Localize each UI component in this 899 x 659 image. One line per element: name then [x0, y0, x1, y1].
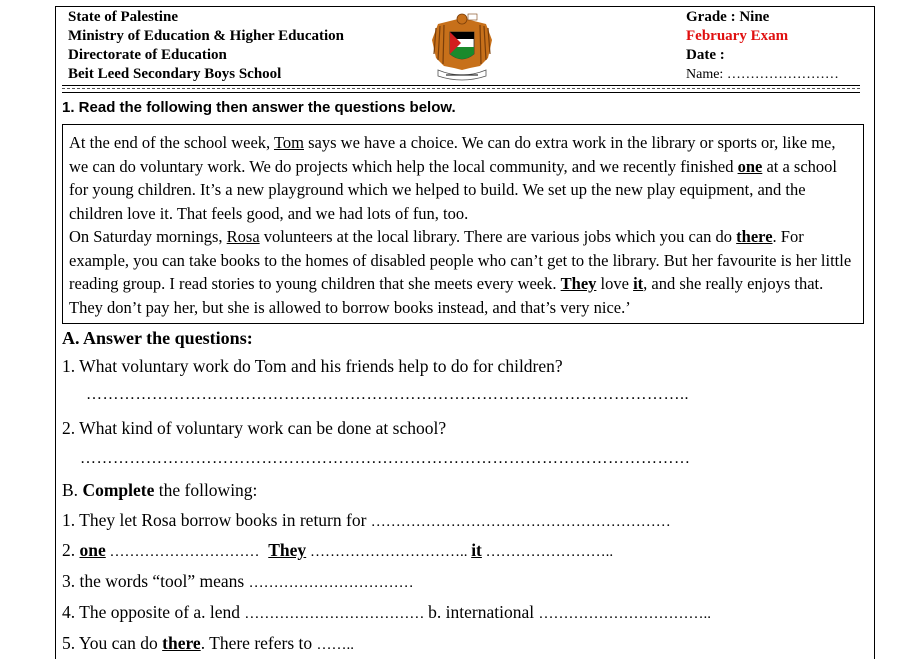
item-2-one: one [79, 540, 106, 560]
item-2-number: 2. [62, 540, 80, 560]
section-b-item-2 [62, 540, 613, 561]
section-a-title: A. Answer the questions: [62, 328, 253, 348]
header-left [68, 8, 344, 84]
date-label: Date : [686, 47, 725, 63]
item-1-answer[interactable]: …………………………………………………… [370, 514, 671, 530]
passage-rosa: Rosa [226, 227, 260, 246]
section-a-question-1: 1. What voluntary work do Tom and his friends help to do for children? [62, 356, 563, 376]
header-ministry: Ministry of Education & Higher Education [68, 28, 344, 44]
item-3-answer[interactable]: …………………………… [248, 575, 414, 591]
question-1-heading: 1. Read the following then answer the questions below. [62, 99, 456, 116]
passage-one: one [737, 156, 763, 176]
item-4-answer-international[interactable]: …………………………….. [538, 606, 711, 622]
item-5-text-2: . There refers to [200, 633, 317, 653]
passage-text: says we have a choice. We can do extra work in the library or sports or, like me, we can do voluntary work. We do projects which help the local community, and we recently finished [69, 133, 836, 176]
passage-there: there [736, 227, 773, 246]
item-5-there: there [162, 633, 201, 653]
header-divider [62, 85, 860, 86]
passage-text: , and she really enjoys that. They don’t pay her, but she is allowed to borrow books instead, and that’s very nice.’ [69, 274, 824, 317]
grade-label: Grade : Nine [686, 9, 770, 25]
passage-text: volunteers at the local library. There are various jobs which you can do [259, 227, 737, 246]
section-b-item-3 [62, 571, 414, 592]
item-4-answer-lend[interactable]: ……………………………… [244, 606, 429, 622]
item-2-they: They [268, 540, 307, 560]
exam-label: February Exam [686, 28, 789, 44]
item-2-it: it [471, 540, 482, 560]
header-divider-bottom [62, 92, 860, 93]
item-5-answer[interactable]: …….. [316, 637, 355, 653]
item-2-answer-one[interactable]: ………………………… [105, 544, 260, 560]
section-b-suffix: the following: [154, 480, 258, 500]
item-1-text: 1. They let Rosa borrow books in return for [62, 510, 371, 530]
header-divider-dashed [62, 88, 860, 89]
header-directorate: Directorate of Education [68, 47, 227, 63]
item-5-text: 5. You can do [62, 633, 163, 653]
header-state: State of Palestine [68, 9, 178, 25]
passage-tom: Tom [273, 133, 304, 152]
passage-text: At the end of the school week, [69, 133, 274, 152]
palestine-eagle-emblem-icon [428, 10, 496, 82]
section-b-item-4 [62, 602, 711, 623]
section-b-item-5 [62, 633, 354, 654]
item-3-text: 3. the words “tool” means [62, 571, 249, 591]
name-field: Name: …………………… [686, 67, 839, 82]
answer-line-2[interactable]: ………………………………………………………………………………………………… [80, 450, 691, 467]
item-4-text: 4. The opposite of a. lend [62, 602, 245, 622]
section-a-question-2: 2. What kind of voluntary work can be done at school? [62, 418, 447, 438]
item-2-answer-they[interactable]: ………………………….. [306, 544, 472, 560]
section-b-item-1 [62, 510, 671, 531]
answer-line-1[interactable]: ……………………………………………………………………………………………….. [86, 386, 689, 403]
section-b-title [62, 480, 257, 501]
item-2-answer-it[interactable]: …………………….. [481, 544, 614, 560]
item-4-international: b. international [428, 602, 539, 622]
header-school: Beit Leed Secondary Boys School [68, 66, 282, 82]
passage-text: On Saturday mornings, [69, 227, 227, 246]
header-right [686, 8, 839, 84]
passage-text: at a school for young children. It’s a new playground which we helped to build. We set up the new play equipment, and the children love it. That feels good, and we had lots of fun, too. [69, 156, 838, 223]
passage-it: it [633, 274, 644, 293]
reading-passage [62, 124, 864, 324]
section-b-complete: Complete [82, 480, 155, 500]
section-b-prefix: B. [62, 480, 83, 500]
passage-they: They [560, 274, 597, 293]
passage-text: . For example, you can take books to the homes of disabled people who can’t get to the library. But her favourite is her little reading group. I read stories to young children that she meets every week. [69, 227, 852, 293]
passage-text: love [596, 274, 634, 293]
